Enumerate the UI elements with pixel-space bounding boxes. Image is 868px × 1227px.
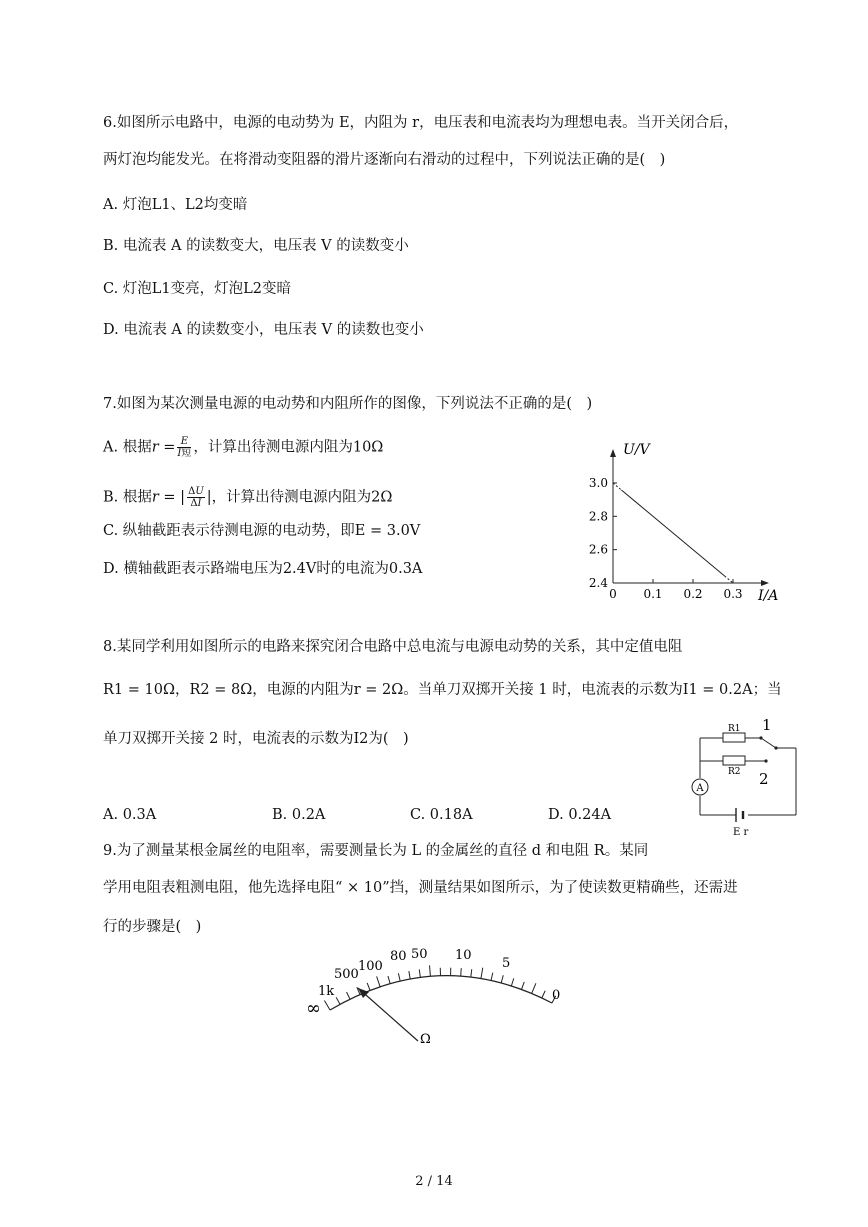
scale-tick <box>419 969 420 977</box>
scale-tick <box>336 997 340 1004</box>
scale-label-500: 500 <box>334 967 359 982</box>
q9-stem-line1: 9.为了测量某根金属丝的电阻率，需要测量长为 L 的金属丝的直径 d 和电阻 R。某同 <box>103 843 649 859</box>
battery-label: E r <box>733 827 749 838</box>
x-axis-label: I/A <box>758 588 779 604</box>
x-tick-label: 0 <box>609 587 617 601</box>
q6-stem-line2: 两灯泡均能发光。在将滑动变阻器的滑片逐渐向右滑动的过程中，下列说法正确的是( ) <box>103 152 666 168</box>
scale-tick <box>532 983 536 993</box>
q6-option-b: B. 电流表 A 的读数变大，电压表 V 的读数变小 <box>103 238 409 254</box>
page-number: 2 / 14 <box>415 1174 453 1189</box>
x-axis-arrow <box>761 580 769 586</box>
q8-stem-line3: 单刀双掷开关接 2 时，电流表的示数为I2为( ) <box>103 731 409 747</box>
scale-tick <box>409 971 410 979</box>
q8-stem-line1: 8.某同学利用如图所示的电路来探究闭合电路中总电流与电源电动势的关系，其中定值电阻 <box>103 639 683 655</box>
q7-option-a: A. 根据r = $\frac{E}{\text{I短}}$ ，计算出待测电源内阻为10Ω <box>103 436 384 459</box>
y-axis-label: U/V <box>623 442 650 458</box>
pointer-needle <box>358 988 418 1041</box>
scale-tick <box>461 968 462 976</box>
q6-option-c: C. 灯泡L1变亮，灯泡L2变暗 <box>103 281 292 297</box>
fraction-e-over-ishort: $\frac{E}{\text{I短}}$ <box>177 436 192 459</box>
q9-stem-line2: 学用电阻表粗测电阻，他先选择电阻“ × 10”挡，测量结果如图所示，为了使读数更精确些，还需进 <box>103 880 738 896</box>
q7-option-b: B. 根据r = | $\frac{\Delta U}{\Delta I}$ |，计算出待测电源内阻为2Ω <box>103 486 393 509</box>
q9-stem-line3: 行的步骤是( ) <box>103 919 202 935</box>
scale-tick <box>347 992 351 999</box>
scale-tick <box>324 1001 330 1010</box>
data-line <box>621 490 724 576</box>
scale-tick <box>430 965 431 976</box>
scale-label-infinity: ∞ <box>306 998 321 1019</box>
scale-label-1k: 1k <box>318 984 335 999</box>
x-tick-label: 0.2 <box>683 587 703 601</box>
scale-label-80: 80 <box>390 949 407 964</box>
q7-stem: 7.如图为某次测量电源的电动势和内阻所作的图像，下列说法不正确的是( ) <box>103 396 593 412</box>
q8-option-c: C. 0.18A <box>410 807 473 823</box>
r2-label: R2 <box>728 767 741 777</box>
line-extension-end <box>725 576 733 583</box>
q8-option-a: A. 0.3A <box>103 807 157 823</box>
scale-tick <box>398 973 400 981</box>
r1-label: R1 <box>728 724 741 734</box>
q6-option-a: A. 灯泡L1、L2均变暗 <box>103 197 248 213</box>
y-tick-label: 2.8 <box>588 509 608 524</box>
scale-tick <box>511 978 513 986</box>
scale-tick <box>491 973 493 981</box>
scale-label-10: 10 <box>455 948 472 963</box>
u-i-graph <box>586 440 796 605</box>
fraction-du-over-di: $\frac{\Delta U}{\Delta I}$ <box>188 486 204 509</box>
circuit-diagram <box>688 716 803 841</box>
unit-ohm: Ω <box>420 1032 431 1047</box>
y-tick-label: 3.0 <box>588 476 608 490</box>
scale-tick <box>377 976 380 986</box>
scale-label-5: 5 <box>502 956 511 971</box>
y-tick-label: 2.6 <box>588 542 608 557</box>
scale-tick <box>388 976 390 984</box>
switch-position-2: 2 <box>759 770 769 788</box>
x-tick-label: 0.1 <box>643 587 663 601</box>
q8-stem-line2: R1 = 10Ω，R2 = 8Ω，电源的内阻为r = 2Ω。当单刀双掷开关接 1 时，电流表的示数为I1 = 0.2A；当 <box>103 682 782 698</box>
ammeter-symbol: A <box>696 783 704 794</box>
scale-tick <box>521 982 524 990</box>
scale-tick <box>542 991 545 998</box>
q7-option-c: C. 纵轴截距表示待测电源的电动势，即E = 3.0V <box>103 523 421 539</box>
y-tick-label: 2.4 <box>588 576 608 590</box>
scale-label-100: 100 <box>358 959 383 974</box>
line-extension-start <box>613 483 621 490</box>
scale-tick <box>501 975 503 983</box>
scale-label-0: 0 <box>552 988 561 1003</box>
q7-option-d: D. 横轴截距表示路端电压为2.4V时的电流为0.3A <box>103 561 423 577</box>
q8-option-b: B. 0.2A <box>272 807 326 823</box>
q6-stem-line1: 6.如图所示电路中，电源的电动势为 E，内阻为 r，电压表和电流表均为理想电表。当开关闭合后， <box>103 115 739 131</box>
ohmmeter-dial <box>290 935 590 1055</box>
scale-tick <box>481 968 483 979</box>
scale-label-50: 50 <box>411 947 428 962</box>
switch-position-1: 1 <box>762 716 772 734</box>
scale-tick <box>367 983 370 990</box>
scale-tick <box>471 969 472 977</box>
q6-option-d: D. 电流表 A 的读数变小，电压表 V 的读数也变小 <box>103 322 424 338</box>
q8-option-d: D. 0.24A <box>548 807 612 823</box>
x-tick-label: 0.3 <box>723 587 743 601</box>
y-axis-arrow <box>610 449 616 457</box>
